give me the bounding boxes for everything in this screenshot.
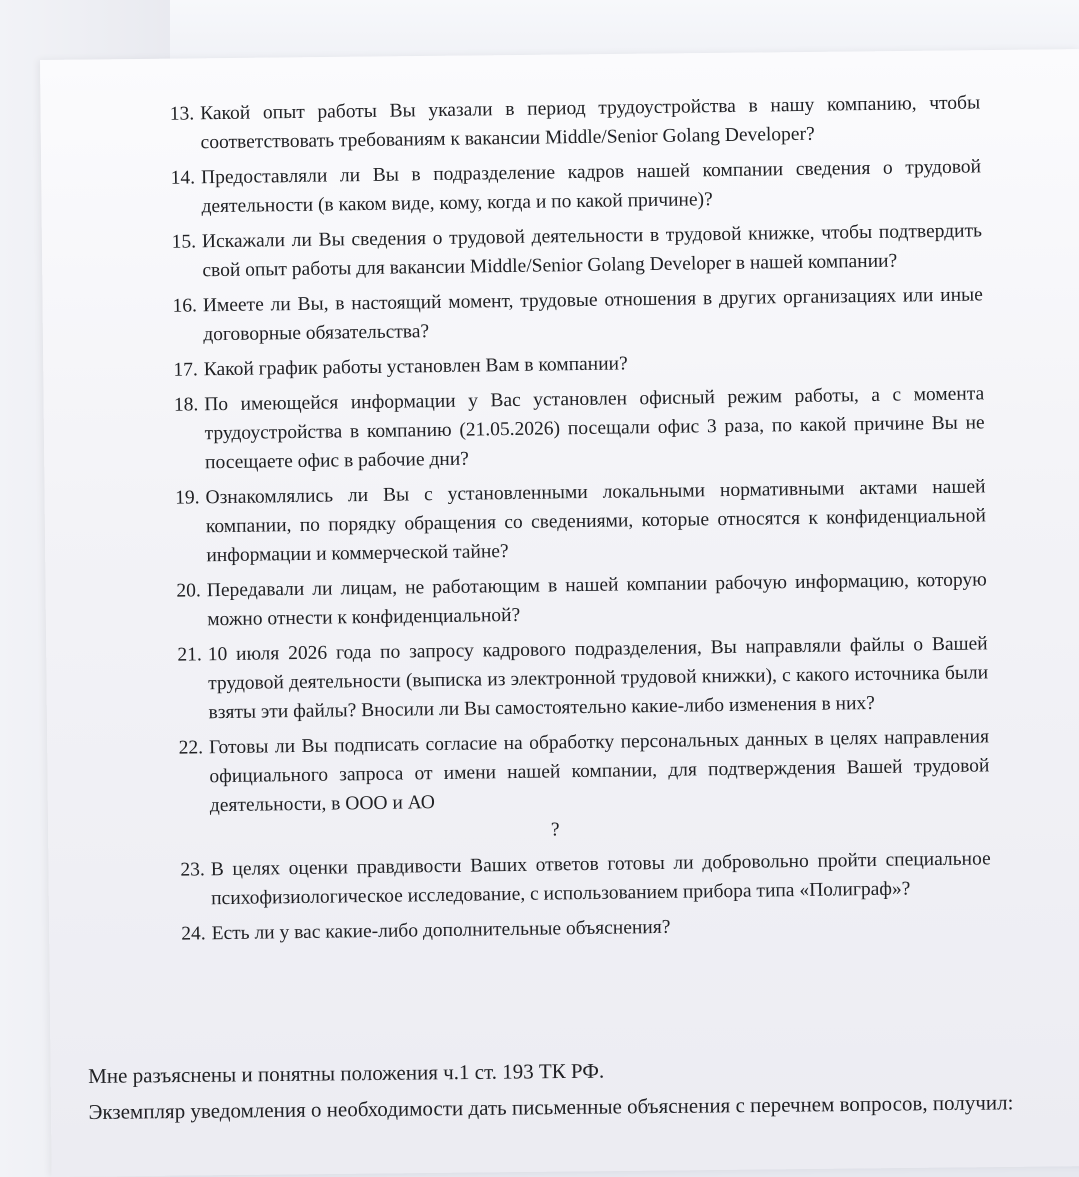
question-number: 15. <box>171 231 197 253</box>
question-text: В целях оценки правдивости Ваших ответов готовы ли добровольно пройти специальное психофизиологическое исследование, с использованием прибора типа «Полиграф»? <box>210 848 991 910</box>
question-item <box>153 280 984 350</box>
question-item <box>161 844 992 914</box>
question-number: 18. <box>173 394 199 416</box>
question-text: Есть ли у вас какие-либо дополнительные объяснения? <box>211 916 671 945</box>
question-list <box>150 88 992 955</box>
question-item <box>154 344 984 385</box>
question-item <box>151 152 982 222</box>
question-number: 13. <box>169 103 195 125</box>
question-item <box>155 472 986 571</box>
question-text: 10 июля 2026 года по запросу кадрового подразделения, Вы направляли файлы о Вашей трудовой деятельности (выписка из электронной трудовой книжки), с какого источника были взяты эти файлы? Вносили ли Вы самостоятельно какие-либо изменения в них? <box>207 633 989 724</box>
question-item <box>154 379 985 478</box>
question-text: Готовы ли Вы подписать согласие на обработку персональных данных в целях направления официального запроса от имени нашей компании, для подтверждения Вашей трудовой деятельности, в ООО и АО <box>208 726 990 817</box>
question-item <box>150 88 981 158</box>
question-text: Ознакомлялись ли Вы с установленными локальными нормативными актами нашей компании, по порядку обращения со сведениями, которые относятся к конфиденциальной информации и коммерческой тайне? <box>205 476 987 567</box>
question-item <box>157 565 988 635</box>
question-item <box>158 629 989 728</box>
question-text: Какой опыт работы Вы указали в период трудоустройства в нашу компанию, чтобы соответствовать требованиям к вакансии Middle/Senior Golang Developer? <box>200 92 981 154</box>
question-item <box>152 216 983 286</box>
question-text: По имеющейся информации у Вас установлен офисный режим работы, а с момента трудоустройства в компанию (21.05.2026) посещали офис 3 раза, по какой причине Вы не посещаете офис в рабочие дни? <box>204 383 985 474</box>
question-item <box>161 908 991 949</box>
question-number: 23. <box>180 859 205 881</box>
question-number: 16. <box>172 295 198 317</box>
receipt-line: Экземпляр уведомления о необходимости дать письменные объяснения с перечнем вопросов, получил: <box>88 1090 1014 1124</box>
question-number: 24. <box>181 923 206 945</box>
question-number: 22. <box>178 737 204 759</box>
question-item <box>159 722 991 850</box>
question-number: 19. <box>175 487 200 509</box>
question-text: Какой график работы установлен Вам в компании? <box>203 353 628 381</box>
question-text: Предоставляли ли Вы в подразделение кадров нашей компании сведения о трудовой деятельности (в каком виде, кому, когда и по какой причине)? <box>200 156 982 218</box>
question-number: 17. <box>173 359 198 381</box>
question-number: 20. <box>176 580 202 602</box>
question-text: Имеете ли Вы, в настоящий момент, трудовые отношения в других организациях или иные договорные обязательства? <box>202 284 983 346</box>
question-text: Передавали ли лицам, не работающим в нашей компании рабочую информацию, которую можно отнести к конфиденциальной? <box>206 569 987 631</box>
question-number: 21. <box>177 644 202 666</box>
question-text: Искажали ли Вы сведения о трудовой деятельности в трудовой книжке, чтобы подтвердить свой опыт работы для вакансии Middle/Senior Golang Developer в нашей компании? <box>201 220 983 282</box>
acknowledgement-line: Мне разъяснены и понятны положения ч.1 ст. 193 ТК РФ. <box>88 1058 605 1088</box>
acknowledgement-block <box>88 1048 1019 1130</box>
question-number: 14. <box>170 167 196 189</box>
question-mark: ? <box>550 819 560 841</box>
